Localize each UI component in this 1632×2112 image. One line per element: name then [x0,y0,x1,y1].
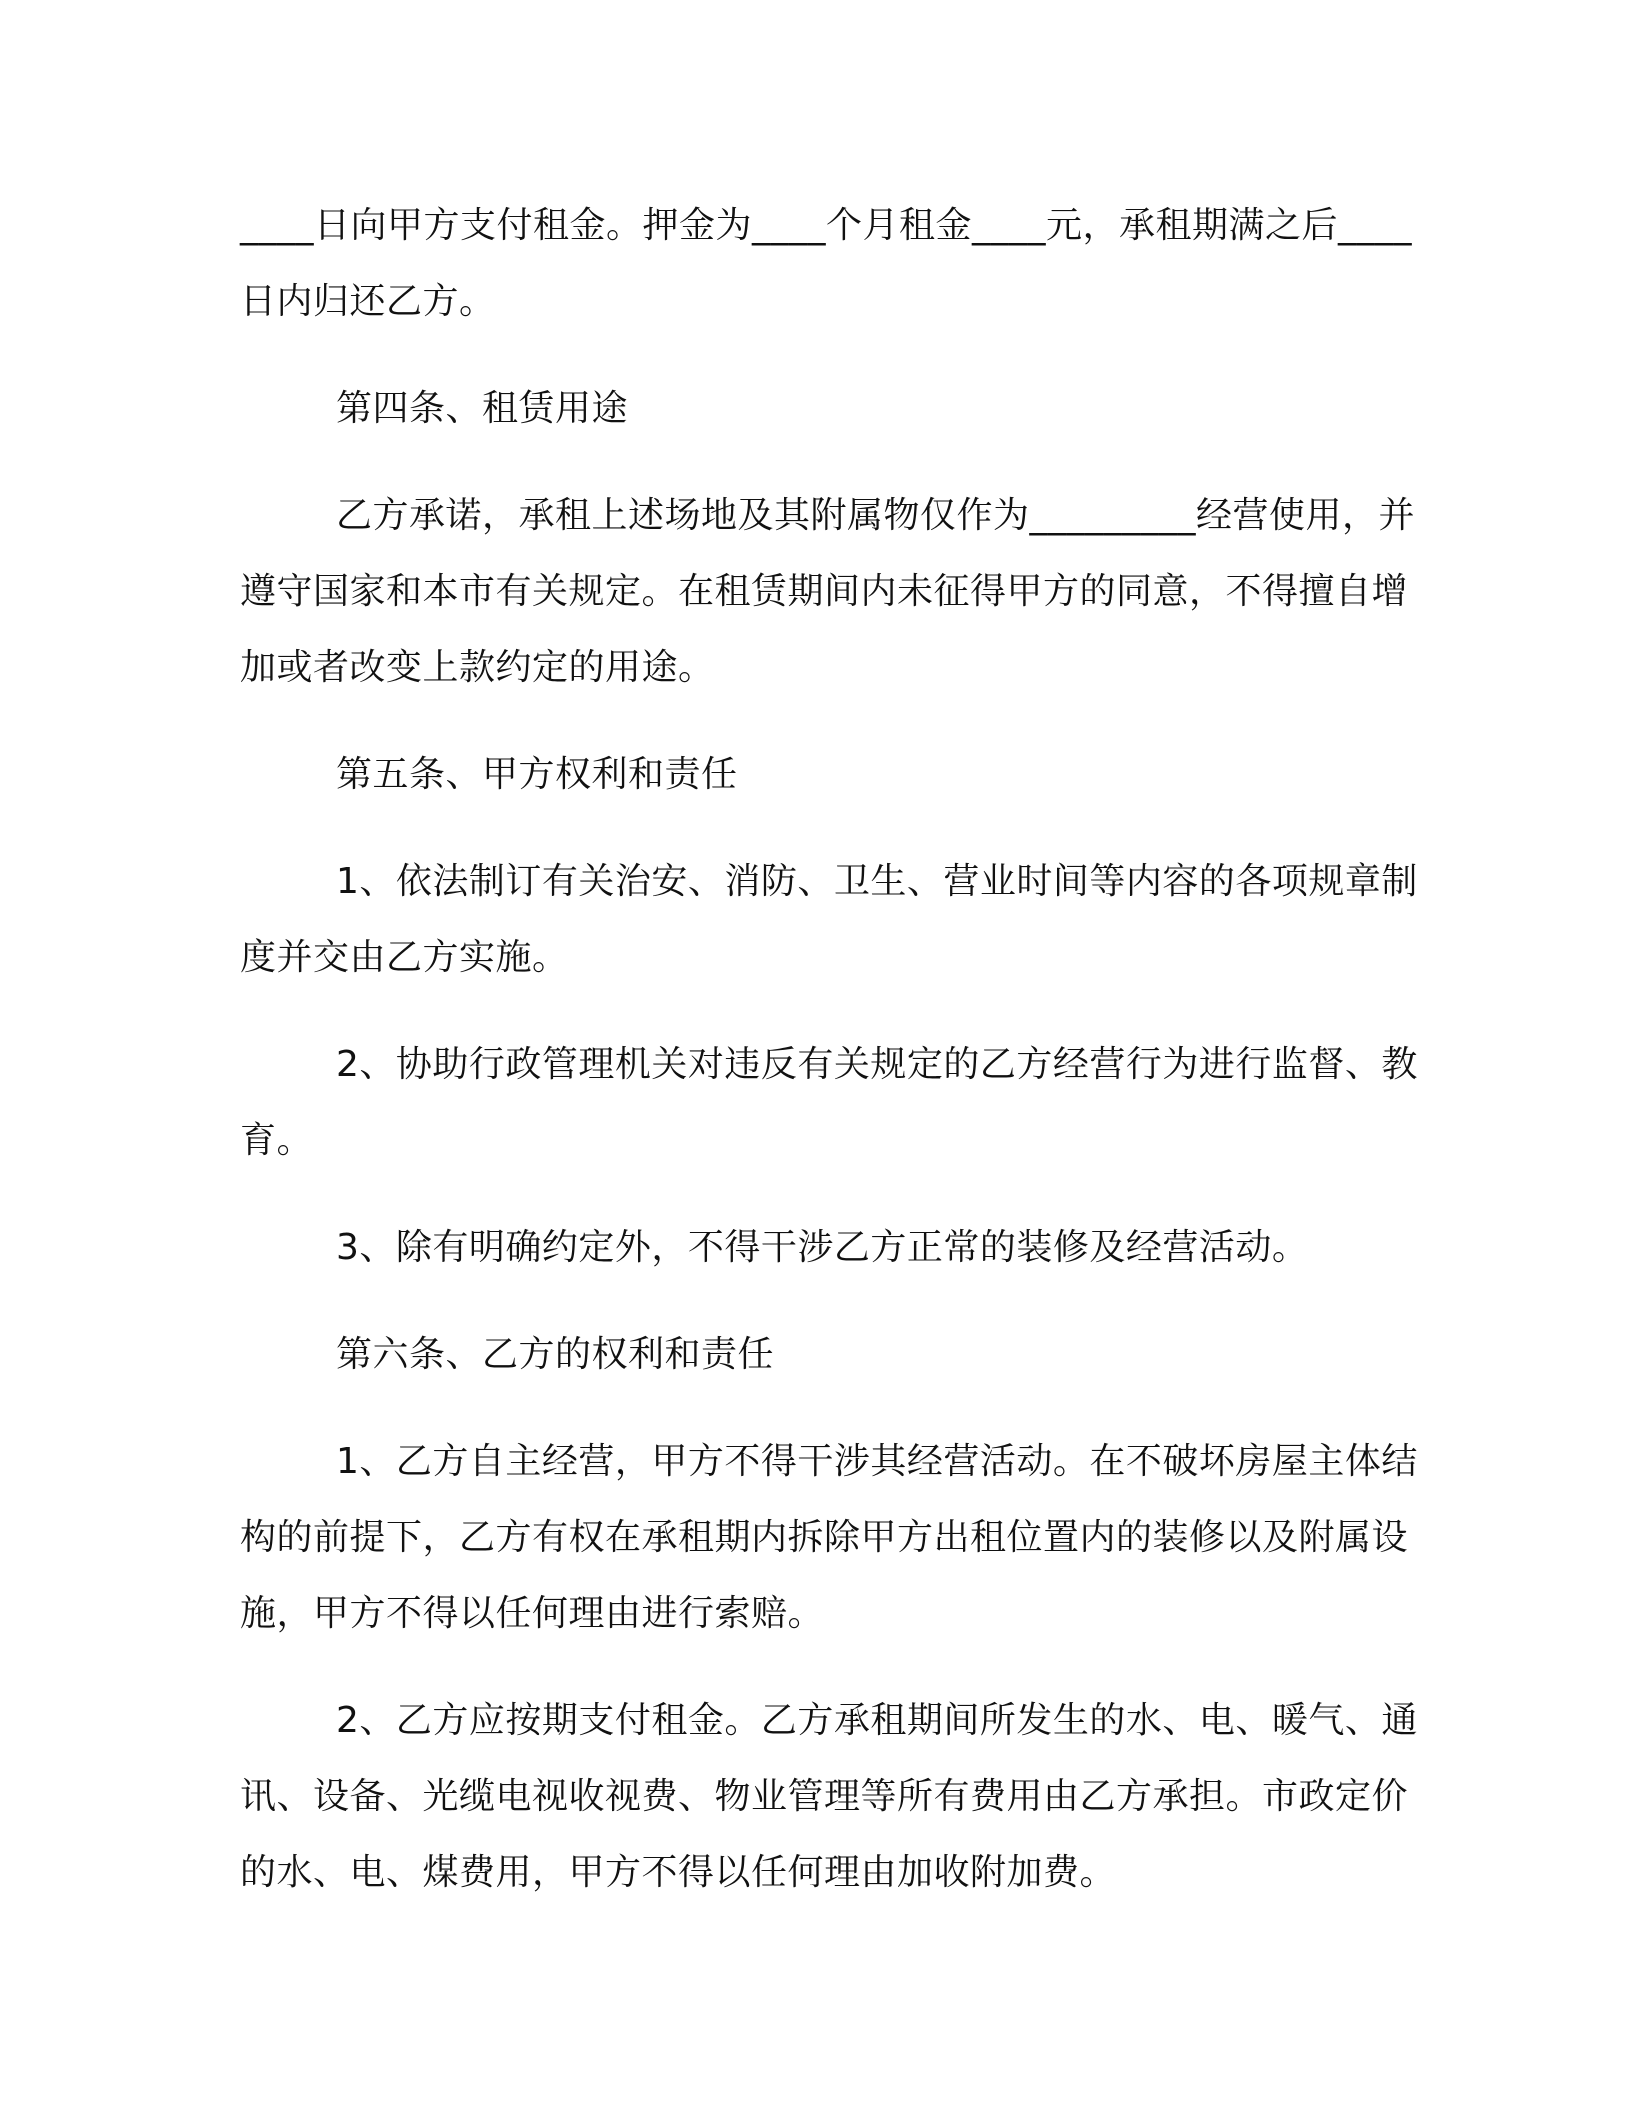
paragraph-party-a-2: 2、协助行政管理机关对违反有关规定的乙方经营行为进行监督、教育。 [240,1044,1418,1161]
paragraph-party-b-1: 1、乙方自主经营，甲方不得干涉其经营活动。在不破坏房屋主体结构的前提下，乙方有权在承租期内拆除甲方出租位置内的装修以及附属设施，甲方不得以任何理由进行索赔。 [240,1441,1418,1634]
section-heading-5: 第五条、甲方权利和责任 [336,754,738,795]
document-body [240,188,1420,1942]
paragraph-party-b-2: 2、乙方应按期支付租金。乙方承租期间所发生的水、电、暖气、通讯、设备、光缆电视收视费、物业管理等所有费用由乙方承担。市政定价的水、电、煤费用，甲方不得以任何理由加收附加费。 [240,1700,1418,1893]
section-heading-6: 第六条、乙方的权利和责任 [336,1334,775,1375]
section-heading-4: 第四条、租赁用途 [336,388,629,429]
paragraph-party-a-3: 3、除有明确约定外，不得干涉乙方正常的装修及经营活动。 [336,1227,1309,1268]
paragraph-rent-payment: ____日向甲方支付租金。押金为____个月租金____元，承租期满之后____日内归还乙方。 [240,205,1413,322]
paragraph-party-a-1: 1、依法制订有关治安、消防、卫生、营业时间等内容的各项规章制度并交由乙方实施。 [240,861,1418,978]
paragraph-usage: 乙方承诺，承租上述场地及其附属物仅作为_________经营使用，并遵守国家和本市有关规定。在租赁期间内未征得甲方的同意，不得擅自增加或者改变上款约定的用途。 [240,495,1416,688]
